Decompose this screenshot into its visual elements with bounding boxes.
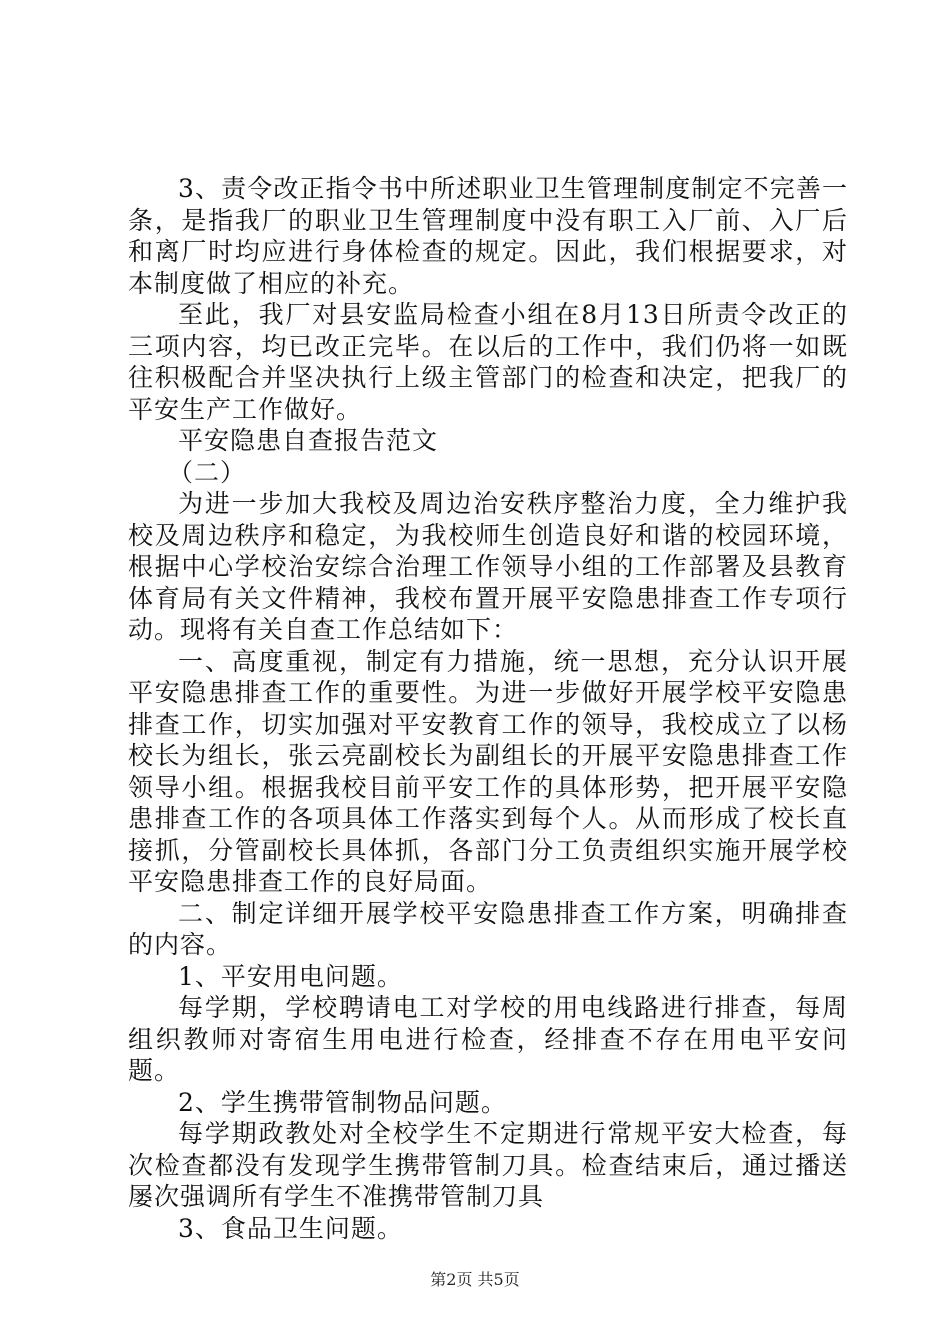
paragraph-point-two: 二、制定详细开展学校平安隐患排查工作方案，明确排查的内容。 [128, 898, 848, 959]
section-number: （二） [168, 457, 247, 487]
subheading-controlled-items: 2、学生携带管制物品问题。 [178, 1087, 507, 1117]
document-body [128, 173, 848, 1244]
paragraph-point-one: 一、高度重视，制定有力措施，统一思想，充分认识开展平安隐患排查工作的重要性。为进一步做好开展学校平安隐患排查工作，切实加强对平安教育工作的领导，我校成立了以杨校长为组长，张云亮副校长为副组长的开展平安隐患排查工作领导小组。根据我校目前平安工作的具体形势，把开展平安隐患排查工作的各项具体工作落实到每个人。从而形成了校长直接抓，分管副校长具体抓，各部门分工负责组织实施开展学校平安隐患排查工作的良好局面。 [128, 646, 848, 896]
page-footer [0, 1270, 950, 1290]
subheading-electricity: 1、平安用电问题。 [178, 961, 403, 991]
paragraph-intro: 为进一步加大我校及周边治安秩序整治力度，全力维护我校及周边秩序和稳定，为我校师生创造良好和谐的校园环境，根据中心学校治安综合治理工作领导小组的工作部署及县教育体育局有关文件精神，我校布置开展平安隐患排查工作专项行动。现将有关自查工作总结如下： [128, 489, 848, 644]
paragraph-item-3-rectification: 3、责令改正指令书中所述职业卫生管理制度制定不完善一条，是指我厂的职业卫生管理制度中没有职工入厂前、入厂后和离厂时均应进行身体检查的规定。因此，我们根据要求，对本制度做了相应的补充。 [128, 174, 848, 298]
page-number: 第2页 共5页 [430, 1270, 520, 1289]
paragraph-controlled-items: 每学期政教处对全校学生不定期进行常规平安大检查，每次检查都没有发现学生携带管制刀具。检查结束后，通过播送屡次强调所有学生不准携带管制刀具 [128, 1119, 848, 1211]
paragraph-electricity: 每学期，学校聘请电工对学校的用电线路进行排查，每周组织教师对寄宿生用电进行检查，经排查不存在用电平安问题。 [128, 993, 848, 1085]
section-title: 平安隐患自查报告范文 [178, 426, 439, 455]
paragraph-conclusion: 至此，我厂对县安监局检查小组在8月13日所责令改正的三项内容，均已改正完毕。在以后的工作中，我们仍将一如既往积极配合并坚决执行上级主管部门的检查和决定，把我厂的平安生产工作做好。 [128, 300, 848, 424]
subheading-food-hygiene: 3、食品卫生问题。 [178, 1213, 403, 1243]
